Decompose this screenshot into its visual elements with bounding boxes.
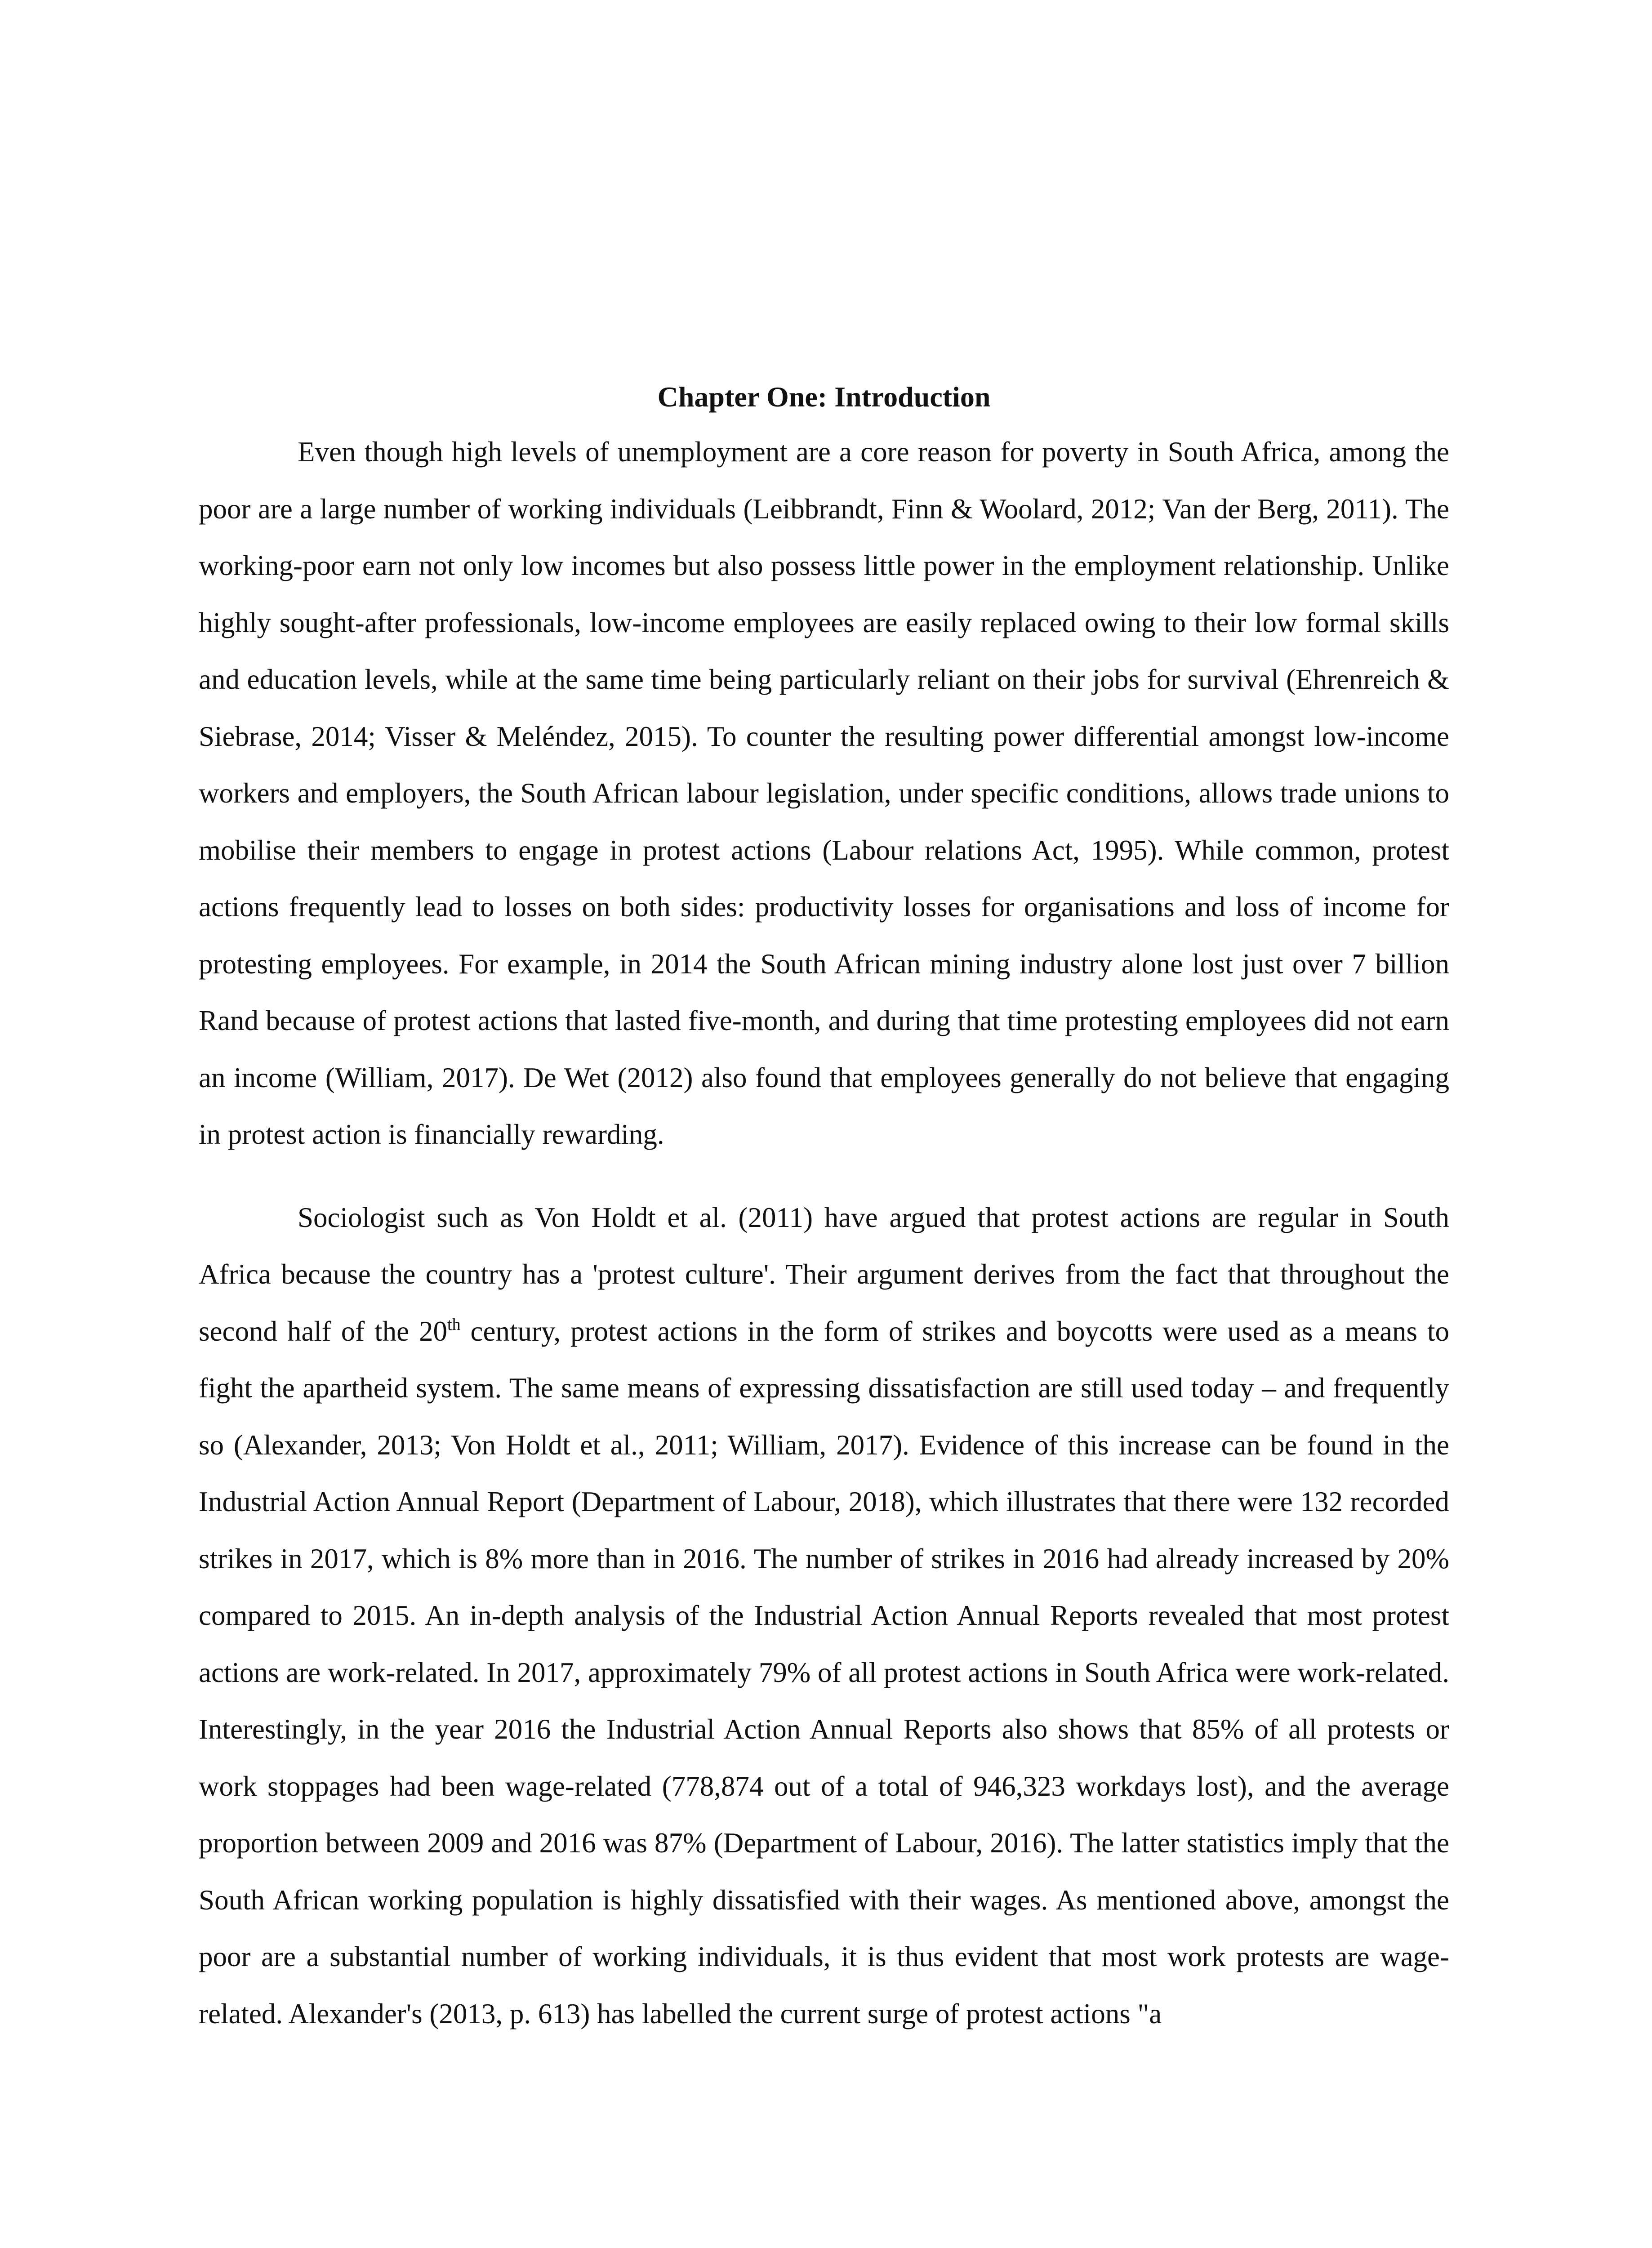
paragraph-1: Even though high levels of unemployment are a core reason for poverty in South Africa, among the poor are a large number of working individuals (Leibbrandt, Finn & Woolard, 2012; Van der Berg, 2011). The working-poor earn not only low incomes but also possess little power in the employment relationship. Unlike highly sought-after professionals, low-income employees are easily replaced owing to their low formal skills and education levels, while at the same time being particularly reliant on their jobs for survival (Ehrenreich & Siebrase, 2014; Visser & Meléndez, 2015). To counter the resulting power differential amongst low-income workers and employers, the South African labour legislation, under specific conditions, allows trade unions to mobilise their members to engage in protest actions (Labour relations Act, 1995). While common, protest actions frequently lead to losses on both sides: productivity losses for organisations and loss of income for protesting employees. For example, in 2014 the South African mining industry alone lost just over 7 billion Rand because of protest actions that lasted five-month, and during that time protesting employees did not earn an income (William, 2017). De Wet (2012) also found that employees generally do not believe that engaging in protest action is financially rewarding. (199, 436, 1449, 1150)
ordinal-superscript: th (447, 1315, 461, 1334)
paragraph-2-text-before-superscript: Sociologist such as Von Holdt et al. (2011) have argued that protest actions are regular in South Africa because the country has a 'protest culture'. Their argument derives from the fact that throughout the second half of the 20 (199, 1201, 1449, 1347)
page-body (199, 372, 1449, 2042)
paragraph-2-text-after-superscript: century, protest actions in the form of strikes and boycotts were used as a means to fight the apartheid system. The same means of expressing dissatisfaction are still used today – and frequently so (Alexander, 2013; Von Holdt et al., 2011; William, 2017). Evidence of this increase can be found in the Industrial Action Annual Report (Department of Labour, 2018), which illustrates that there were 132 recorded strikes in 2017, which is 8% more than in 2016. The number of strikes in 2016 had already increased by 20% compared to 2015. An in-depth analysis of the Industrial Action Annual Reports revealed that most protest actions are work-related. In 2017, approximately 79% of all protest actions in South Africa were work-related. Interestingly, in the year 2016 the Industrial Action Annual Reports also shows that 85% of all protests or work stoppages had been wage-related (778,874 out of a total of 946,323 workdays lost), and the average proportion between 2009 and 2016 was 87% (Department of Labour, 2016). The latter statistics imply that the South African working population is highly dissatisfied with their wages. As mentioned above, amongst the poor are a substantial number of working individuals, it is thus evident that most work protests are wage-related. Alexander's (2013, p. 613) has labelled the current surge of protest actions "a (199, 1315, 1449, 2029)
chapter-title: Chapter One: Introduction (657, 381, 991, 413)
paragraph-2 (199, 1189, 1449, 2043)
